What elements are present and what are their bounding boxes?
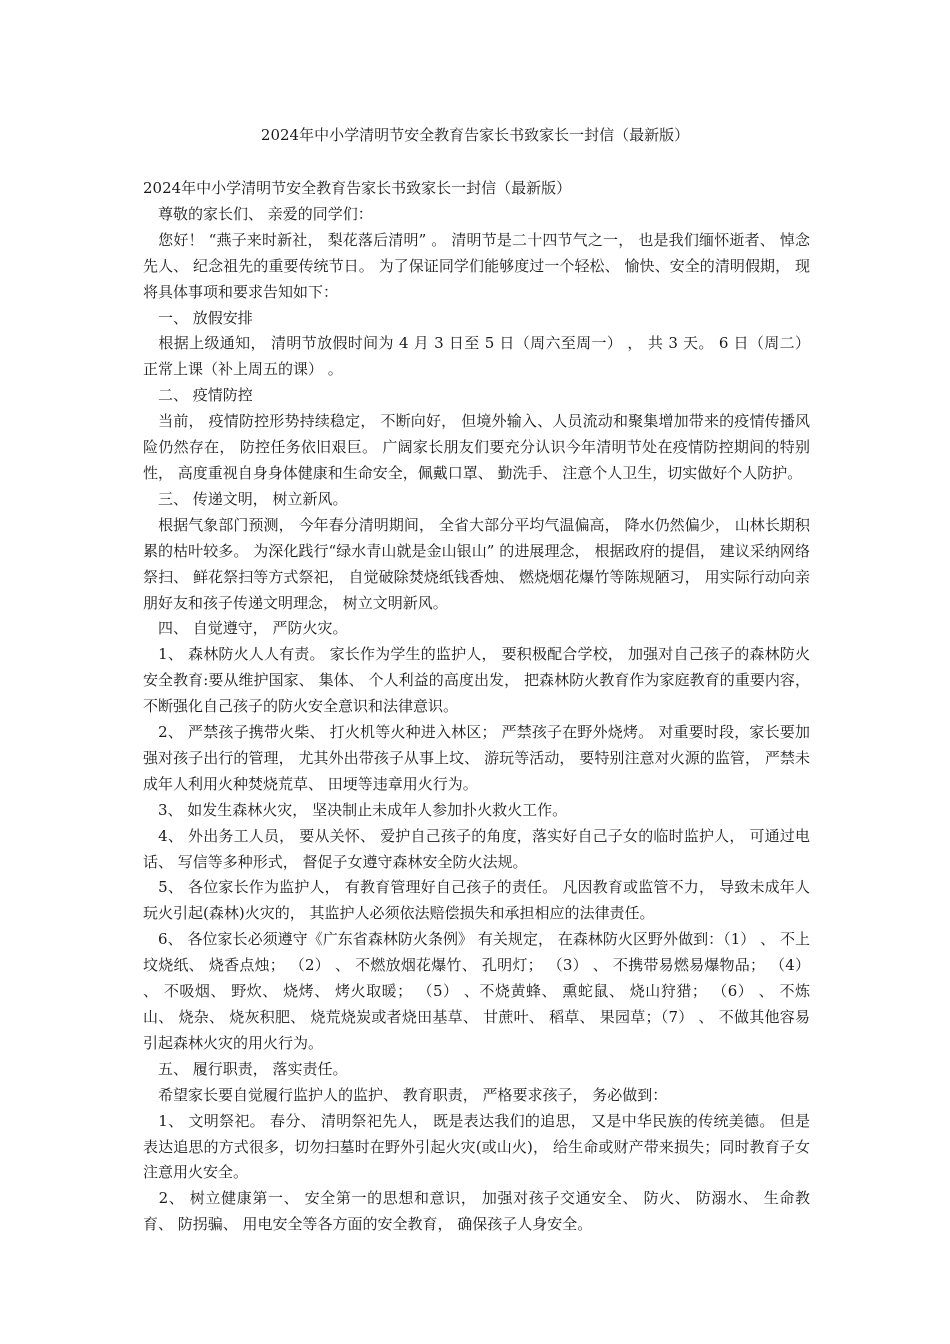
fire-item-6: 6、 各位家长必须遵守《广东省森林防火条例》 有关规定， 在森林防火区野外做到：（1） 、 不上坟烧纸、 烧香点烛； （2） 、 不燃放烟花爆竹、 孔明灯； （3） 、 不携带易燃易爆物品； （4） 、 不吸烟、 野炊、 烧烤、 烤火取暖； （5） 、不烧黄蜂、 熏蛇鼠、 烧山狩猎； （6） 、 不炼山、 烧杂、 烧灰积肥、 烧荒烧炭或者烧田基草、 甘蔗叶、 稻草、 果园草；（7） 、 不做其他容易引起森林火灾的用火行为。 [143, 930, 810, 1052]
document-title: 2024年中小学清明节安全教育告家长书致家长一封信（最新版） [260, 126, 690, 144]
document-body [143, 176, 810, 1238]
fire-item-5: 5、 各位家长作为监护人， 有教育管理好自己孩子的责任。 凡因教育或监管不力， 导致未成年人玩火引起(森林)火灾的， 其监护人必须依法赔偿损失和承担相应的法律责任。 [143, 878, 810, 923]
epidemic-paragraph: 当前， 疫情防控形势持续稳定， 不断向好， 但境外输入、人员流动和聚集增加带来的疫情传播风险仍然存在， 防控任务依旧艰巨。 广阔家长朋友们要充分认识今年清明节处在疫情防控期间的特别性， 高度重视自身身体健康和生命安全，佩戴口罩、 勤洗手、 注意个人卫生，切实做好个人防护。 [143, 412, 810, 482]
fire-item-1: 1、 森林防火人人有责。 家长作为学生的监护人， 要积极配合学校， 加强对自己孩子的森林防火安全教育:要从维护国家、 集体、 个人利益的高度出发， 把森林防火教育作为家庭教育的重要内容， 不断强化自己孩子的防火安全意识和法律意识。 [143, 645, 810, 716]
fire-item-3: 3、 如发生森林火灾， 坚决制止未成年人参加扑火救火工作。 [143, 800, 568, 819]
section-heading-fire-prevention: 四、 自觉遵守， 严防火灾。 [143, 619, 348, 638]
fire-item-2: 2、 严禁孩子携带火柴、 打火机等火种进入林区； 严禁孩子在野外烧烤。 对重要时段，家长要加强对孩子出行的管理， 尤其外出带孩子从事上坟、 游玩等活动， 要特别注意对火源的监管， 严禁未成年人利用火种焚烧荒草、 田埂等违章用火行为。 [143, 723, 810, 793]
section-heading-epidemic: 二、 疫情防控 [143, 386, 253, 405]
responsibility-intro: 希望家长要自觉履行监护人的监护、 教育职责， 严格要求孩子， 务必做到： [143, 1085, 668, 1104]
greeting-paragraph: 尊敬的家长们、 亲爱的同学们： [143, 204, 373, 223]
body-heading: 2024年中小学清明节安全教育告家长书致家长一封信（最新版） [143, 179, 572, 197]
section-heading-holiday: 一、 放假安排 [143, 308, 253, 327]
fire-item-4: 4、 外出务工人员， 要从关怀、 爱护自己孩子的角度，落实好自己子女的临时监护人， 可通过电话、 写信等多种形式， 督促子女遵守森林安全防火法规。 [143, 826, 810, 871]
section-heading-responsibility: 五、 履行职责， 落实责任。 [143, 1059, 348, 1078]
section-heading-civility: 三、 传递文明， 树立新风。 [143, 489, 348, 508]
responsibility-item-2: 2、 树立健康第一、 安全第一的思想和意识， 加强对孩子交通安全、 防火、 防溺水、 生命教育、 防拐骗、 用电安全等各方面的安全教育， 确保孩子人身安全。 [143, 1189, 810, 1234]
civility-paragraph: 根据气象部门预测， 今年春分清明期间， 全省大部分平均气温偏高， 降水仍然偏少， 山林长期积累的枯叶较多。 为深化践行“绿水青山就是金山银山” 的进展理念， 根据政府的提倡， 建议采纳网络祭扫、 鲜花祭扫等方式祭祀， 自觉破除焚烧纸钱香烛、 燃烧烟花爆竹等陈规陋习， 用实际行动向亲朋好友和孩子传递文明理念， 树立文明新风。 [143, 515, 810, 612]
intro-paragraph: 您好！ “燕子来时新社， 梨花落后清明” 。 清明节是二十四节气之一， 也是我们缅怀逝者、 悼念先人、 纪念祖先的重要传统节日。 为了保证同学们能够度过一个轻松、 愉快、安全的清明假期， 现将具体事项和要求告知如下： [143, 230, 810, 301]
holiday-paragraph: 根据上级通知， 清明节放假时间为 4 月 3 日至 5 日（周六至周一） ， 共 3 天。 6 日（周二） 正常上课（补上周五的课） 。 [143, 334, 810, 379]
responsibility-item-1: 1、 文明祭祀。 春分、 清明祭祀先人， 既是表达我们的追思， 又是中华民族的传统美德。 但是表达追思的方式很多，切勿扫墓时在野外引起火灾(或山火)， 给生命或财产带来损失；同时教育子女注意用火安全。 [143, 1111, 810, 1182]
